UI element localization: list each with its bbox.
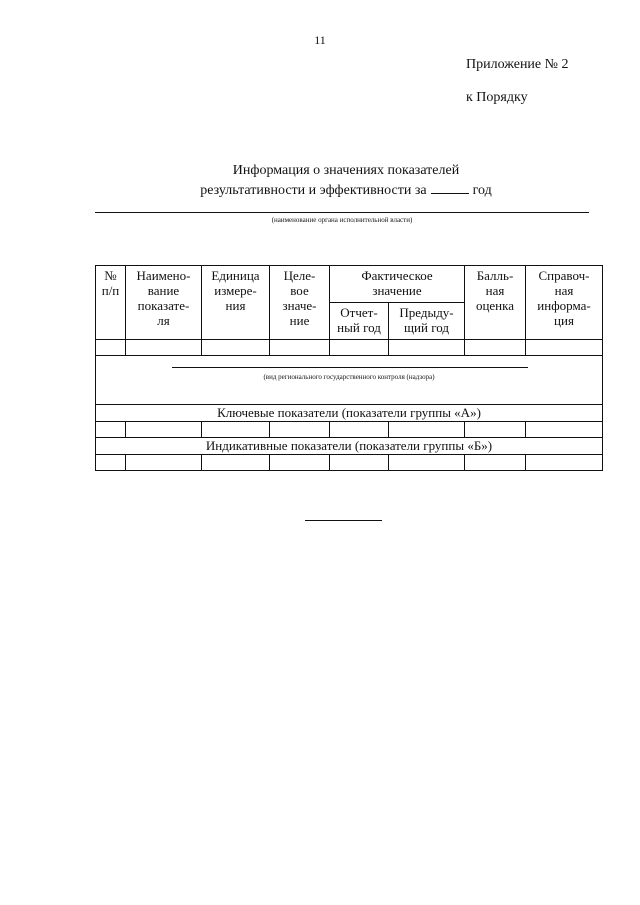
control-type-caption: (вид регионального государственного контроля (надзора) xyxy=(263,373,435,381)
indicators-table xyxy=(95,265,603,471)
document-title-line2 xyxy=(0,182,640,199)
header-score: Балль- ная оценка xyxy=(465,266,526,340)
header-unit: Единица измере- ния xyxy=(202,266,270,340)
document-title-line1: Информация о значениях показателей xyxy=(232,163,460,178)
header-actual-previous: Предыду- щий год xyxy=(389,303,465,340)
title-suffix: год xyxy=(472,183,492,198)
table-row xyxy=(96,340,603,356)
header-actual: Фактическое значение xyxy=(330,266,465,303)
org-name-caption: (наименование органа исполнительной власти) xyxy=(271,216,413,224)
header-num: № п/п xyxy=(96,266,126,340)
header-actual-reporting: Отчет- ный год xyxy=(330,303,389,340)
page-number: 11 xyxy=(314,33,326,47)
header-info: Справоч- ная информа- ция xyxy=(526,266,603,340)
title-prefix: результативности и эффективности за xyxy=(200,183,427,198)
header-name: Наимено- вание показате- ля xyxy=(126,266,202,340)
appendix-label: Приложение № 2 xyxy=(466,57,569,72)
year-blank xyxy=(431,182,469,194)
group-b-label: Индикативные показатели (показатели группы «Б») xyxy=(96,438,603,455)
group-b-row xyxy=(96,438,603,455)
org-name-line xyxy=(95,212,589,213)
header-target: Целе- вое значе- ние xyxy=(270,266,330,340)
group-a-label: Ключевые показатели (показатели группы «А») xyxy=(96,405,603,422)
control-type-cell xyxy=(96,356,603,405)
control-type-line xyxy=(172,367,528,368)
appendix-reference: к Порядку xyxy=(466,90,528,105)
header-row-1 xyxy=(96,266,603,303)
table-row xyxy=(96,422,603,438)
group-a-row xyxy=(96,405,603,422)
table-row xyxy=(96,455,603,471)
closing-separator xyxy=(305,520,382,521)
control-type-row xyxy=(96,356,603,405)
